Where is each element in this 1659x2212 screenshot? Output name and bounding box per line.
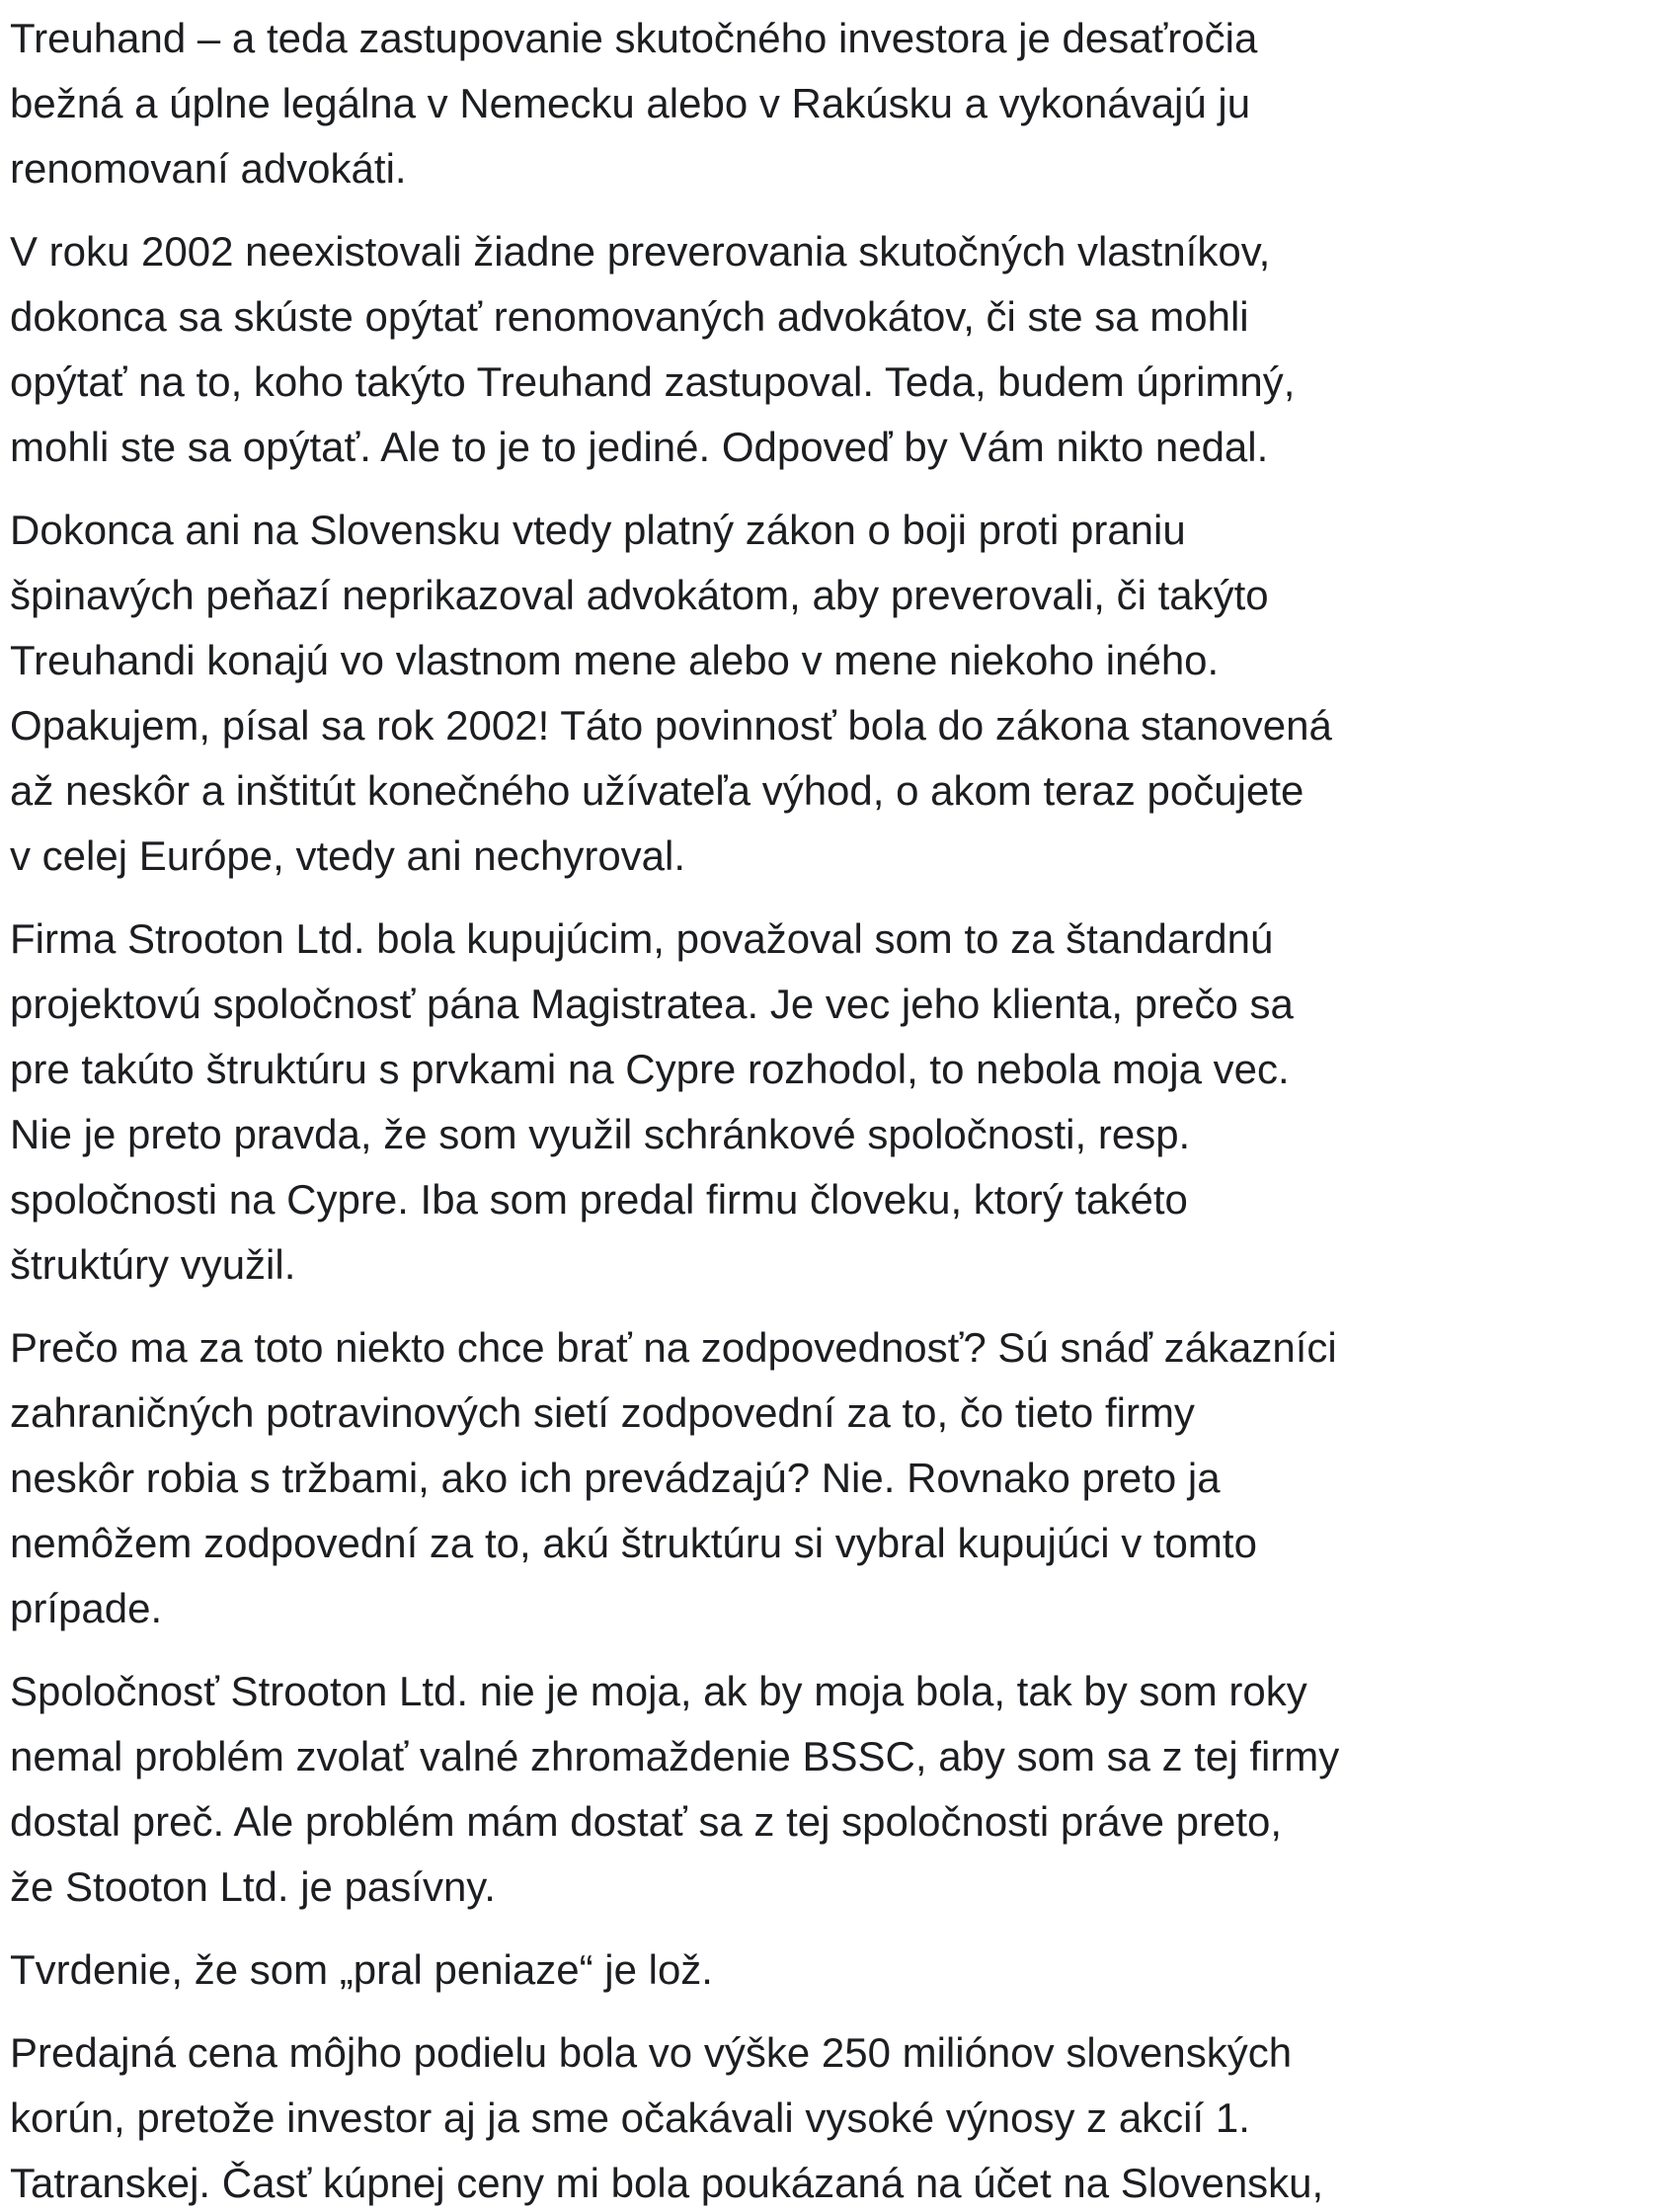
- paragraph: [10, 1315, 1649, 1641]
- text-line: nemal problém zvolať valné zhromaždenie BSSC, aby som sa z tej firmy: [10, 1733, 1340, 1779]
- text-line: Prečo ma za toto niekto chce brať na zodpovednosť? Sú snáď zákazníci: [10, 1324, 1337, 1371]
- text-line: bežná a úplne legálna v Nemecku alebo v Rakúsku a vykonávajú ju: [10, 80, 1251, 126]
- paragraph: [10, 219, 1649, 480]
- text-line: pre takúto štruktúru s prvkami na Cypre rozhodol, to nebola moja vec.: [10, 1046, 1290, 1092]
- paragraph: [10, 498, 1649, 889]
- text-line: Treuhandi konajú vo vlastnom mene alebo v mene niekoho iného.: [10, 637, 1220, 683]
- text-line: Spoločnosť Strooton Ltd. nie je moja, ak by moja bola, tak by som roky: [10, 1668, 1307, 1714]
- text-line: v celej Európe, vtedy ani nechyroval.: [10, 832, 686, 879]
- text-line: V roku 2002 neexistovali žiadne preverovania skutočných vlastníkov,: [10, 228, 1271, 275]
- paragraph: [10, 1659, 1649, 1920]
- text-line: štruktúry využil.: [10, 1241, 296, 1288]
- text-line: dokonca sa skúste opýtať renomovaných advokátov, či ste sa mohli: [10, 293, 1249, 340]
- text-line: Tvrdenie, že som „pral peniaze“ je lož.: [10, 1946, 713, 1993]
- text-line: renomovaní advokáti.: [10, 145, 407, 192]
- text-line: špinavých peňazí neprikazoval advokátom, aby preverovali, či takýto: [10, 572, 1269, 618]
- text-line: Opakujem, písal sa rok 2002! Táto povinnosť bola do zákona stanovená: [10, 702, 1332, 749]
- paragraph: [10, 6, 1649, 201]
- text-line: dostal preč. Ale problém mám dostať sa z tej spoločnosti práve preto,: [10, 1798, 1283, 1845]
- text-line: korún, pretože investor aj ja sme očakávali vysoké výnosy z akcií 1.: [10, 2094, 1250, 2141]
- text-line: projektovú spoločnosť pána Magistratea. Je vec jeho klienta, prečo sa: [10, 981, 1294, 1027]
- text-line: Predajná cena môjho podielu bola vo výške 250 miliónov slovenských: [10, 2029, 1293, 2076]
- text-line: Nie je preto pravda, že som využil schránkové spoločnosti, resp.: [10, 1111, 1191, 1157]
- text-line: že Stooton Ltd. je pasívny.: [10, 1863, 496, 1910]
- text-line: neskôr robia s tržbami, ako ich prevádzajú? Nie. Rovnako preto ja: [10, 1455, 1221, 1501]
- text-line: Dokonca ani na Slovensku vtedy platný zákon o boji proti praniu: [10, 507, 1186, 553]
- text-line: nemôžem zodpovední za to, akú štruktúru si vybral kupujúci v tomto: [10, 1520, 1257, 1566]
- text-line: Tatranskej. Časť kúpnej ceny mi bola poukázaná na účet na Slovensku,: [10, 2160, 1324, 2206]
- text-line: Treuhand – a teda zastupovanie skutočného investora je desaťročia: [10, 15, 1258, 61]
- paragraph: [10, 2020, 1649, 2212]
- text-line: až neskôr a inštitút konečného užívateľa výhod, o akom teraz počujete: [10, 767, 1304, 814]
- text-line: zahraničných potravinových sietí zodpovední za to, čo tieto firmy: [10, 1389, 1195, 1436]
- paragraph: [10, 907, 1649, 1298]
- text-line: opýtať na to, koho takýto Treuhand zastupoval. Teda, budem úprimný,: [10, 358, 1296, 405]
- paragraph: [10, 1937, 1649, 2003]
- text-line: prípade.: [10, 1585, 163, 1631]
- text-line: spoločnosti na Cypre. Iba som predal firmu človeku, ktorý takéto: [10, 1176, 1188, 1223]
- text-line: mohli ste sa opýtať. Ale to je to jediné. Odpoveď by Vám nikto nedal.: [10, 424, 1269, 470]
- text-line: Firma Strooton Ltd. bola kupujúcim, považoval som to za štandardnú: [10, 915, 1274, 962]
